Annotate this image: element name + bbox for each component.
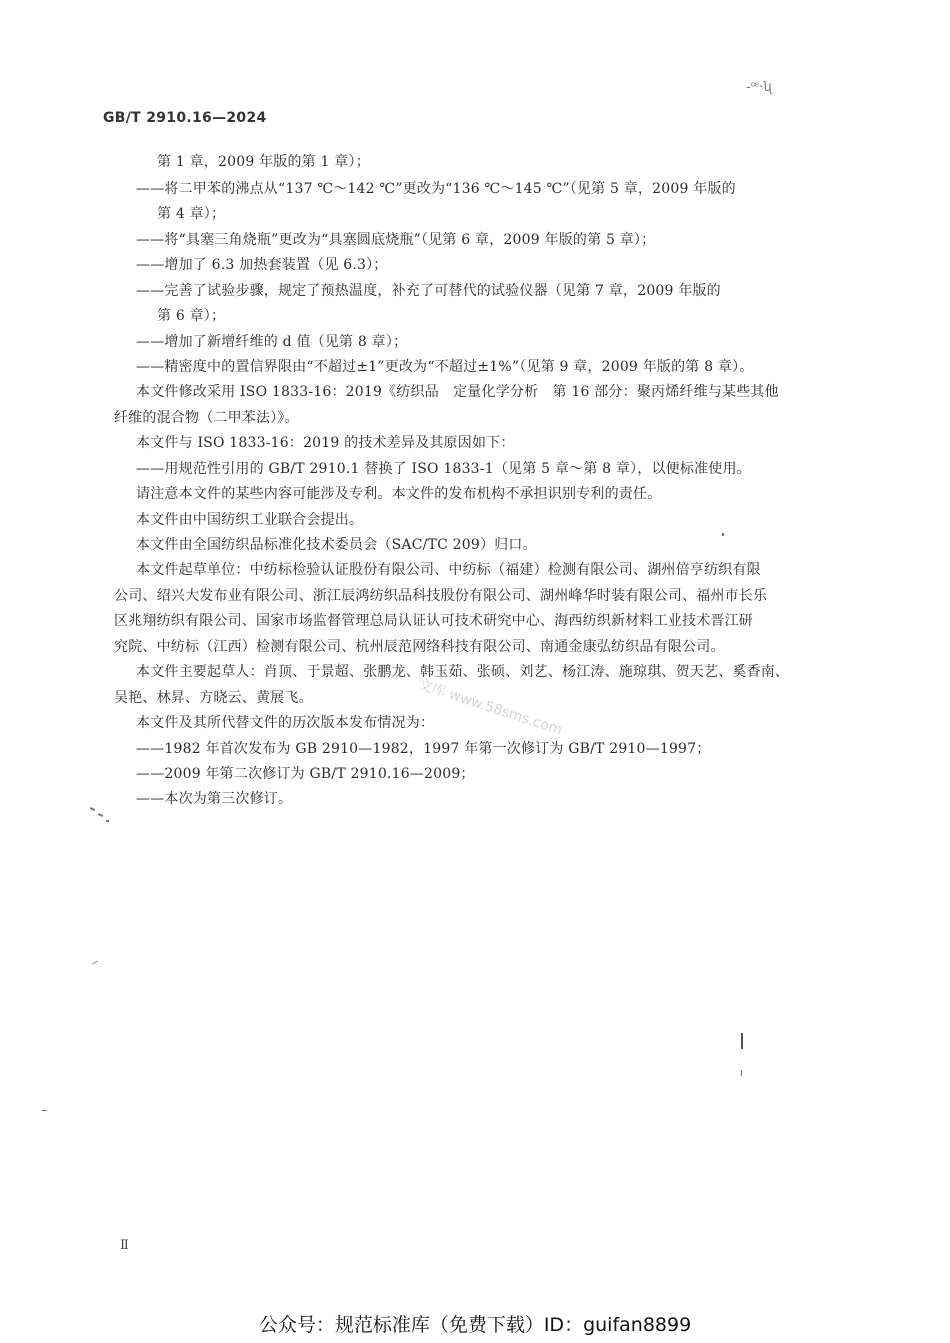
text-line: ——将“具塞三角烧瓶”更改为“具塞圆底烧瓶”（见第 6 章，2009 年版的第 5 章）； [136,232,656,248]
scan-line [741,1033,743,1049]
watermark: 文库 www.58sms.com [416,676,565,739]
text-line: ——将二甲苯的沸点从“137 ℃～142 ℃”更改为“136 ℃～145 ℃”（见第 5 章，2009 年版的 [136,181,736,197]
text-line: 本文件修改采用 ISO 1833-16：2019《纺织品 定量化学分析 第 16 部分：聚丙烯纤维与某些其他 [136,384,779,400]
text-line: ——用规范性引用的 GB/T 2910.1 替换了 ISO 1833-1（见第 5 章～第 8 章），以便标准使用。 [136,461,751,477]
text-line: 本文件及其所代替文件的历次版本发布情况为： [136,715,435,731]
text-line: 第 4 章）； [157,206,226,222]
text-line: 吴艳、林昇、方晓云、黄展飞。 [114,690,313,706]
text-line: ——本次为第三次修订。 [136,791,293,807]
scan-mark: -ꟹ‧ʯ [746,80,772,95]
page-number: Ⅱ [120,1238,129,1253]
text-line: 第 6 章）； [157,308,226,324]
text-line: ——1982 年首次发布为 GB 2910—1982，1997 年第一次修订为 GB/T 2910—1997； [136,741,711,757]
scan-speck [106,820,109,822]
footer-note: 公众号：规范标准库（免费下载）ID：guifan8899 [258,1314,692,1336]
text-line: 本文件主要起草人：肖顶、于景超、张鹏龙、韩玉茹、张硕、刘艺、杨江涛、施琼琪、贺天艺、奚香南、 [136,664,790,680]
scan-speck [741,1070,742,1076]
text-line: ——增加了 6.3 加热套装置（见 6.3）； [136,257,388,273]
text-line: 请注意本文件的某些内容可能涉及专利。本文件的发布机构不承担识别专利的责任。 [136,486,662,502]
text-line: 区兆翔纺织有限公司、国家市场监督管理总局认证认可技术研究中心、海西纺织新材料工业技术晋江研 [114,613,753,629]
text-line: 本文件由中国纺织工业联合会提出。 [136,512,364,528]
text-line: 本文件与 ISO 1833-16：2019 的技术差异及其原因如下： [136,435,515,451]
standard-code: GB/T 2910.16—2024 [103,110,267,126]
scan-speck [722,533,724,536]
text-line: ——2009 年第二次修订为 GB/T 2910.16—2009； [136,766,475,782]
text-line: ——精密度中的置信界限由“不超过±1”更改为“不超过±1%”（见第 9 章，2009 年版的第 8 章）。 [136,359,754,375]
text-line: 第 1 章，2009 年版的第 1 章）； [157,154,370,170]
text-line: 本文件由全国纺织品标准化技术委员会（SAC/TC 209）归口。 [136,537,537,553]
text-line: 纤维的混合物（二甲苯法）》。 [114,410,299,426]
scan-speck [42,1110,47,1111]
text-line: 本文件起草单位：中纺标检验认证股份有限公司、中纺标（福建）检测有限公司、湖州倍亨纺织有限 [136,562,761,578]
text-line: 究院、中纺标（江西）检测有限公司、杭州辰范网络科技有限公司、南通金康弘纺织品有限公司。 [114,639,725,655]
text-line: ——增加了新增纤维的 d 值（见第 8 章）； [136,334,408,350]
text-line: 公司、绍兴大发布业有限公司、浙江辰鸿纺织品科技股份有限公司、湖州峰华时装有限公司、福州市长乐 [114,588,768,604]
text-line: ——完善了试验步骤，规定了预热温度，补充了可替代的试验仪器（见第 7 章，2009 年版的 [136,283,721,299]
